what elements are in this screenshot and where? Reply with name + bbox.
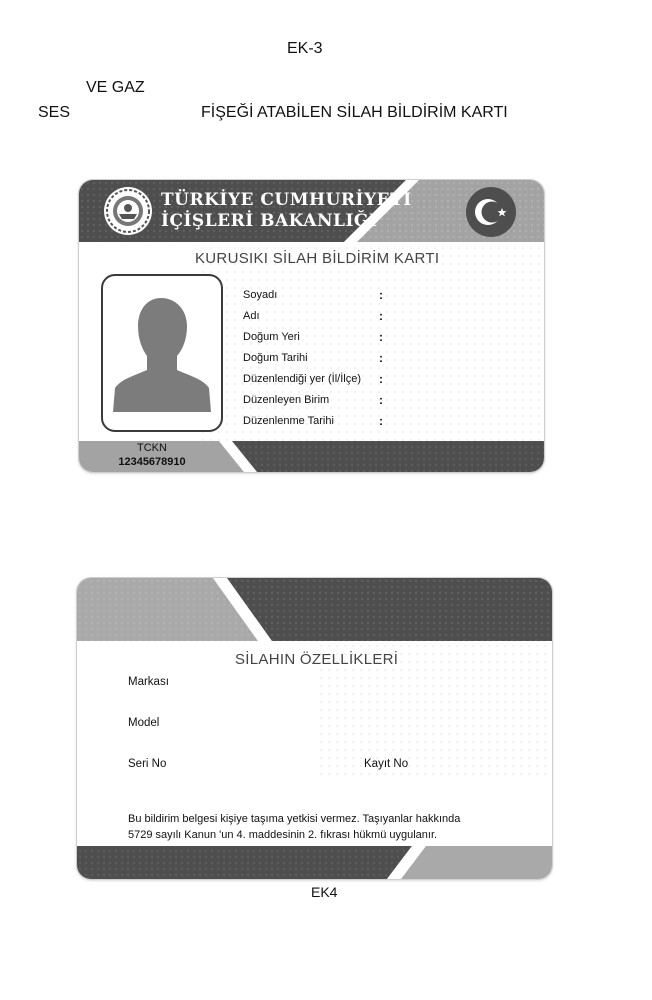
model-label: Model bbox=[128, 717, 160, 729]
annex-label-bottom: EK4 bbox=[311, 884, 338, 900]
field-label-issue-date: Düzenlenme Tarihi bbox=[243, 415, 334, 427]
field-colon: : bbox=[379, 309, 383, 323]
field-colon: : bbox=[379, 330, 383, 344]
field-label-birthplace: Doğum Yeri bbox=[243, 331, 300, 343]
legal-notice-line-2: 5729 sayılı Kanun 'un 4. maddesinin 2. fıkrası hükmü uygulanır. bbox=[128, 829, 438, 841]
legal-notice-line-1: Bu bildirim belgesi kişiye taşıma yetkisi vermez. Taşıyanlar hakkında bbox=[128, 813, 461, 825]
header-line-turkiye: TÜRKİYE CUMHURİYETİ bbox=[161, 190, 412, 210]
field-label-surname: Soyadı bbox=[243, 289, 278, 301]
record-number-label: Kayıt No bbox=[364, 758, 409, 770]
front-id-card bbox=[79, 180, 544, 472]
field-colon: : bbox=[379, 372, 383, 386]
back-id-card bbox=[77, 578, 552, 879]
document-title: FİŞEĞİ ATABİLEN SİLAH BİLDİRİM KARTI bbox=[201, 104, 508, 121]
serial-number-label: Seri No bbox=[128, 758, 167, 770]
photo-frame bbox=[101, 274, 223, 432]
tckn-value: 12345678910 bbox=[118, 456, 186, 468]
field-label-issuing-unit: Düzenleyen Birim bbox=[243, 394, 330, 406]
field-colon: : bbox=[379, 414, 383, 428]
person-silhouette-icon bbox=[103, 276, 221, 430]
brand-label: Markası bbox=[128, 676, 169, 688]
crescent-star-icon bbox=[465, 186, 517, 238]
ministry-emblem-icon bbox=[103, 186, 153, 236]
field-label-name: Adı bbox=[243, 310, 260, 322]
field-label-birthdate: Doğum Tarihi bbox=[243, 352, 308, 364]
header-line-ministry: İÇİŞLERİ BAKANLIĞI bbox=[161, 211, 378, 231]
tckn-label: TCKN bbox=[137, 442, 167, 454]
front-card-title: KURUSIKI SİLAH BİLDİRİM KARTI bbox=[195, 250, 440, 267]
field-colon: : bbox=[379, 351, 383, 365]
field-label-issue-place: Düzenlendiği yer (İl/İlçe) bbox=[243, 373, 361, 385]
field-colon: : bbox=[379, 288, 383, 302]
title-line-ve-gaz: VE GAZ bbox=[86, 79, 145, 96]
annex-label-top: EK-3 bbox=[287, 40, 323, 57]
back-card-title: SİLAHIN ÖZELLİKLERİ bbox=[235, 651, 399, 668]
title-word-ses: SES bbox=[38, 104, 71, 121]
field-colon: : bbox=[379, 393, 383, 407]
